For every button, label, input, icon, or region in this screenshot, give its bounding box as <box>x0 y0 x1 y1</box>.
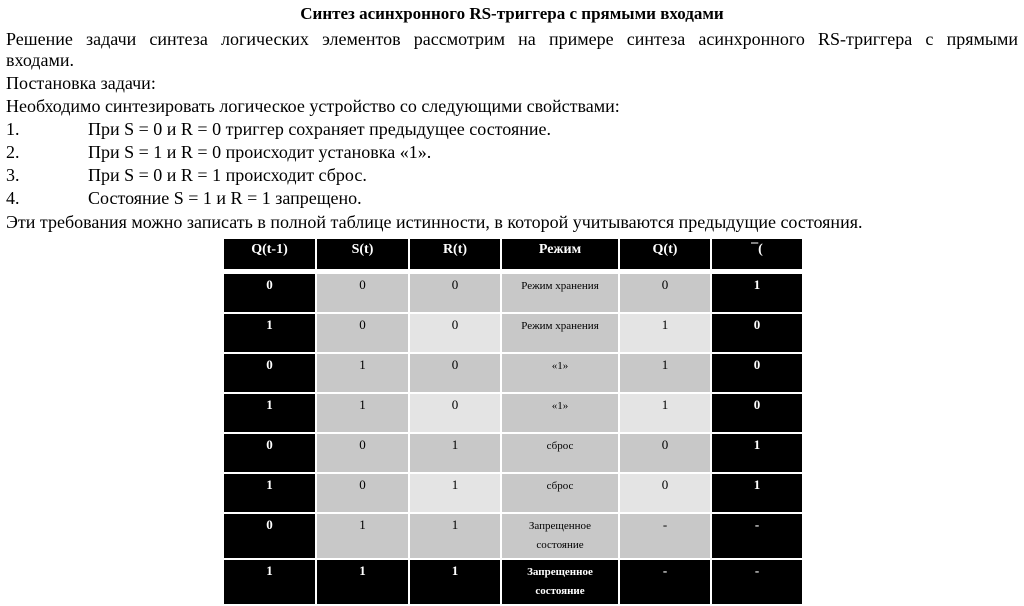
list-number: 4. <box>6 188 20 208</box>
intro-line-2: входами. <box>6 50 74 70</box>
table-cell: 1 <box>410 514 500 558</box>
table-cell: 0 <box>224 514 315 558</box>
table-cell: Запрещенное состояние <box>502 514 618 558</box>
list-text: При S = 1 и R = 0 происходит установка «1». <box>88 142 432 162</box>
table-row <box>224 394 802 432</box>
table-cell: 0 <box>317 474 408 512</box>
table-cell: 1 <box>712 434 802 472</box>
table-cell: 1 <box>224 560 315 604</box>
table-cell: 0 <box>712 314 802 352</box>
task-heading: Постановка задачи: <box>6 73 156 93</box>
conclusion-text: Эти требования можно записать в полной таблице истинности, в которой учитываются предыдущие состояния. <box>6 212 863 232</box>
list-number: 2. <box>6 142 20 162</box>
table-cell: 1 <box>224 394 315 432</box>
table-cell: 0 <box>317 434 408 472</box>
table-cell: 0 <box>317 314 408 352</box>
table-cell: 1 <box>712 474 802 512</box>
document-title: Синтез асинхронного RS-триггера с прямыми входами <box>300 4 724 23</box>
table-row <box>224 354 802 392</box>
table-cell: - <box>712 560 802 604</box>
table-cell: 1 <box>317 354 408 392</box>
table-cell: 0 <box>410 354 500 392</box>
table-cell: 0 <box>224 274 315 312</box>
table-cell: 0 <box>712 394 802 432</box>
list-item <box>6 141 1018 164</box>
column-header: R(t) <box>410 239 500 269</box>
list-text: При S = 0 и R = 1 происходит сброс. <box>88 165 367 185</box>
intro-line-1: Решение задачи синтеза логических элементов рассмотрим на примере синтеза асинхронного RS-триггера с прямыми <box>6 29 1018 49</box>
table-cell: 0 <box>620 474 710 512</box>
table-cell: 0 <box>712 354 802 392</box>
list-number: 1. <box>6 119 20 139</box>
truth-table <box>222 237 804 606</box>
table-cell: 0 <box>224 354 315 392</box>
table-cell: 1 <box>410 434 500 472</box>
table-row <box>224 560 802 604</box>
table-cell: 0 <box>410 394 500 432</box>
table-cell: 1 <box>224 314 315 352</box>
table-cell: 0 <box>224 434 315 472</box>
column-header: S(t) <box>317 239 408 269</box>
table-row <box>224 314 802 352</box>
table-cell: Запрещенное состояние <box>502 560 618 604</box>
table-cell: 0 <box>620 274 710 312</box>
table-cell: 1 <box>317 514 408 558</box>
list-item <box>6 164 1018 187</box>
table-cell: 1 <box>620 394 710 432</box>
table-cell: сброс <box>502 474 618 512</box>
list-text: При S = 0 и R = 0 триггер сохраняет предыдущее состояние. <box>88 119 551 139</box>
table-cell: - <box>712 514 802 558</box>
list-item <box>6 118 1018 141</box>
task-text: Необходимо синтезировать логическое устройство со следующими свойствами: <box>6 96 620 116</box>
table-cell: 1 <box>410 560 500 604</box>
list-number: 3. <box>6 165 20 185</box>
table-cell: 0 <box>410 314 500 352</box>
table-cell: 0 <box>410 274 500 312</box>
table-cell: 1 <box>317 394 408 432</box>
table-cell: - <box>620 514 710 558</box>
table-row <box>224 514 802 558</box>
table-cell: 1 <box>224 474 315 512</box>
table-cell: сброс <box>502 434 618 472</box>
column-header: Q(t-1) <box>224 239 315 269</box>
table-cell: 1 <box>620 354 710 392</box>
column-header: Q(t) <box>620 239 710 269</box>
table-row <box>224 434 802 472</box>
table-cell: Режим хранения <box>502 314 618 352</box>
list-text: Состояние S = 1 и R = 1 запрещено. <box>88 188 362 208</box>
table-cell: - <box>620 560 710 604</box>
table-cell: 1 <box>712 274 802 312</box>
table-cell: Режим хранения <box>502 274 618 312</box>
column-header: ¯( <box>712 239 802 269</box>
table-cell: «1» <box>502 354 618 392</box>
column-header: Режим <box>502 239 618 269</box>
list-item <box>6 187 1018 210</box>
table-header-row <box>224 239 802 269</box>
table-cell: «1» <box>502 394 618 432</box>
table-cell: 0 <box>317 274 408 312</box>
table-cell: 0 <box>620 434 710 472</box>
table-row <box>224 274 802 312</box>
table-cell: 1 <box>410 474 500 512</box>
table-cell: 1 <box>620 314 710 352</box>
table-row <box>224 474 802 512</box>
table-cell: 1 <box>317 560 408 604</box>
